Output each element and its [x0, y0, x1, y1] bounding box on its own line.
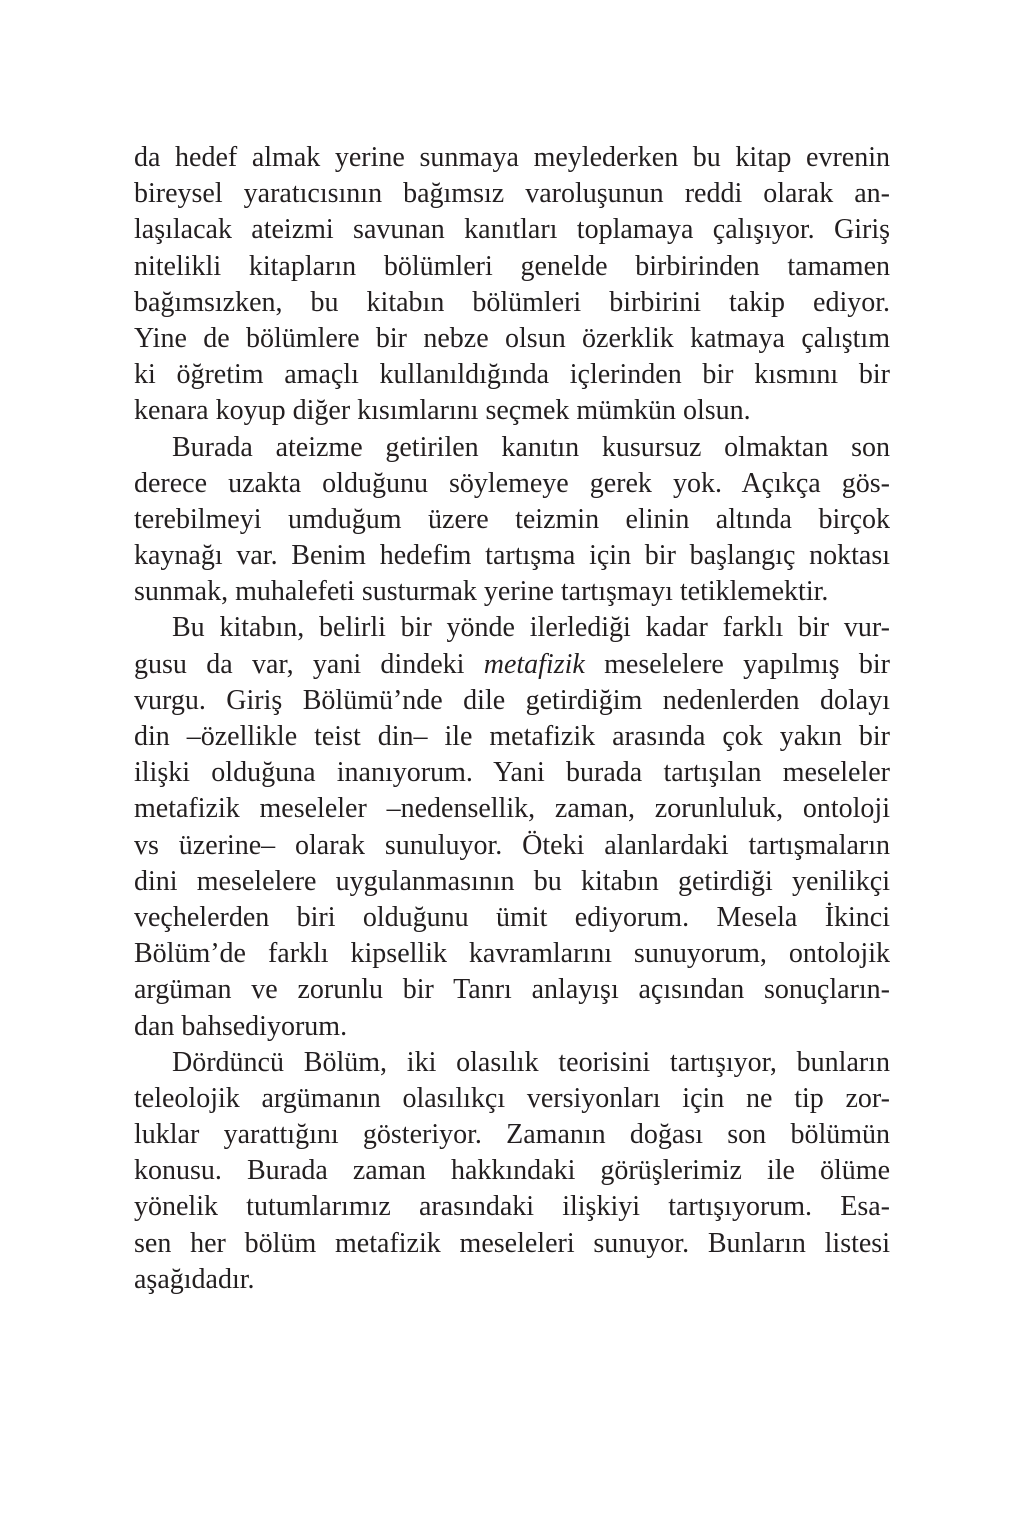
- text-line: kaynağı var. Benim hedefim tartışma için bir başlangıç noktası: [134, 540, 890, 572]
- paragraph-1: [134, 140, 890, 430]
- text-line: Dördüncü Bölüm, iki olasılık teorisini tartışıyor, bunların: [172, 1046, 890, 1078]
- text-line: konusu. Burada zaman hakkındaki görüşlerimiz ile ölüme: [134, 1155, 890, 1187]
- text-line: vs üzerine– olarak sunuluyor. Öteki alanlardaki tartışmaların: [134, 829, 890, 861]
- italic-term: metafizik: [483, 648, 585, 680]
- text-line: nitelikli kitapların bölümleri genelde birbirinden tamamen: [134, 250, 890, 282]
- text-line-with-italic: [134, 647, 890, 683]
- text-line: aşağıdadır.: [134, 1263, 255, 1295]
- text-line: dini meselelere uygulanmasının bu kitabın getirdiği yenilikçi: [134, 865, 890, 897]
- text-line: luklar yarattığını gösteriyor. Zamanın doğası son bölümün: [134, 1119, 890, 1151]
- text-line: Bu kitabın, belirli bir yönde ilerlediği kadar farklı bir vur-: [172, 612, 890, 644]
- text-line: derece uzakta olduğunu söylemeye gerek yok. Açıkça gös-: [134, 467, 890, 499]
- text-line: Burada ateizme getirilen kanıtın kusursuz olmaktan son: [172, 431, 890, 463]
- text-line: laşılacak ateizmi savunan kanıtları toplamaya çalışıyor. Giriş: [134, 214, 890, 246]
- text-segment: gusu da var, yani dindeki: [134, 648, 484, 680]
- text-line: metafizik meseleler –nedensellik, zaman, zorunluluk, ontoloji: [134, 793, 890, 825]
- text-line: argüman ve zorunlu bir Tanrı anlayışı açısından sonuçların-: [134, 974, 890, 1006]
- text-line: yönelik tutumlarımız arasındaki ilişkiyi tartışıyorum. Esa-: [134, 1191, 890, 1223]
- text-line: terebilmeyi umduğum üzere teizmin elinin altında birçok: [134, 503, 890, 535]
- text-line: Yine de bölümlere bir nebze olsun özerklik katmaya çalıştım: [134, 322, 890, 354]
- paragraph-3: [134, 610, 890, 1044]
- text-line: teleolojik argümanın olasılıkçı versiyonları için ne tip zor-: [134, 1082, 890, 1114]
- text-line: ki öğretim amaçlı kullanıldığında içlerinden bir kısmını bir: [134, 359, 890, 391]
- text-line: veçhelerden biri olduğunu ümit ediyorum. Mesela İkinci: [134, 901, 890, 933]
- text-line: bireysel yaratıcısının bağımsız varoluşunun reddi olarak an-: [134, 178, 890, 210]
- text-line: da hedef almak yerine sunmaya meylederken bu kitap evrenin: [134, 142, 890, 173]
- text-line: kenara koyup diğer kısımlarını seçmek mümkün olsun.: [134, 395, 751, 427]
- text-line: sen her bölüm metafizik meseleleri sunuyor. Bunların listesi: [134, 1227, 890, 1259]
- paragraph-2: [134, 430, 890, 611]
- text-segment: meselelere yapılmış bir: [584, 648, 890, 680]
- text-line: ilişki olduğuna inanıyorum. Yani burada tartışılan meseleler: [134, 757, 890, 789]
- text-line: din –özellikle teist din– ile metafizik arasında çok yakın bir: [134, 721, 890, 752]
- text-line: dan bahsediyorum.: [134, 1010, 348, 1042]
- text-line: bağımsızken, bu kitabın bölümleri birbirini takip ediyor.: [134, 286, 890, 318]
- text-line: vurgu. Giriş Bölümü’nde dile getirdiğim nedenlerden dolayı: [134, 684, 890, 716]
- text-line: sunmak, muhalefeti susturmak yerine tartışmayı tetiklemektir.: [134, 576, 829, 608]
- book-page: [134, 140, 890, 1420]
- text-line: Bölüm’de farklı kipsellik kavramlarını sunuyorum, ontolojik: [134, 938, 890, 970]
- paragraph-4: [134, 1045, 890, 1298]
